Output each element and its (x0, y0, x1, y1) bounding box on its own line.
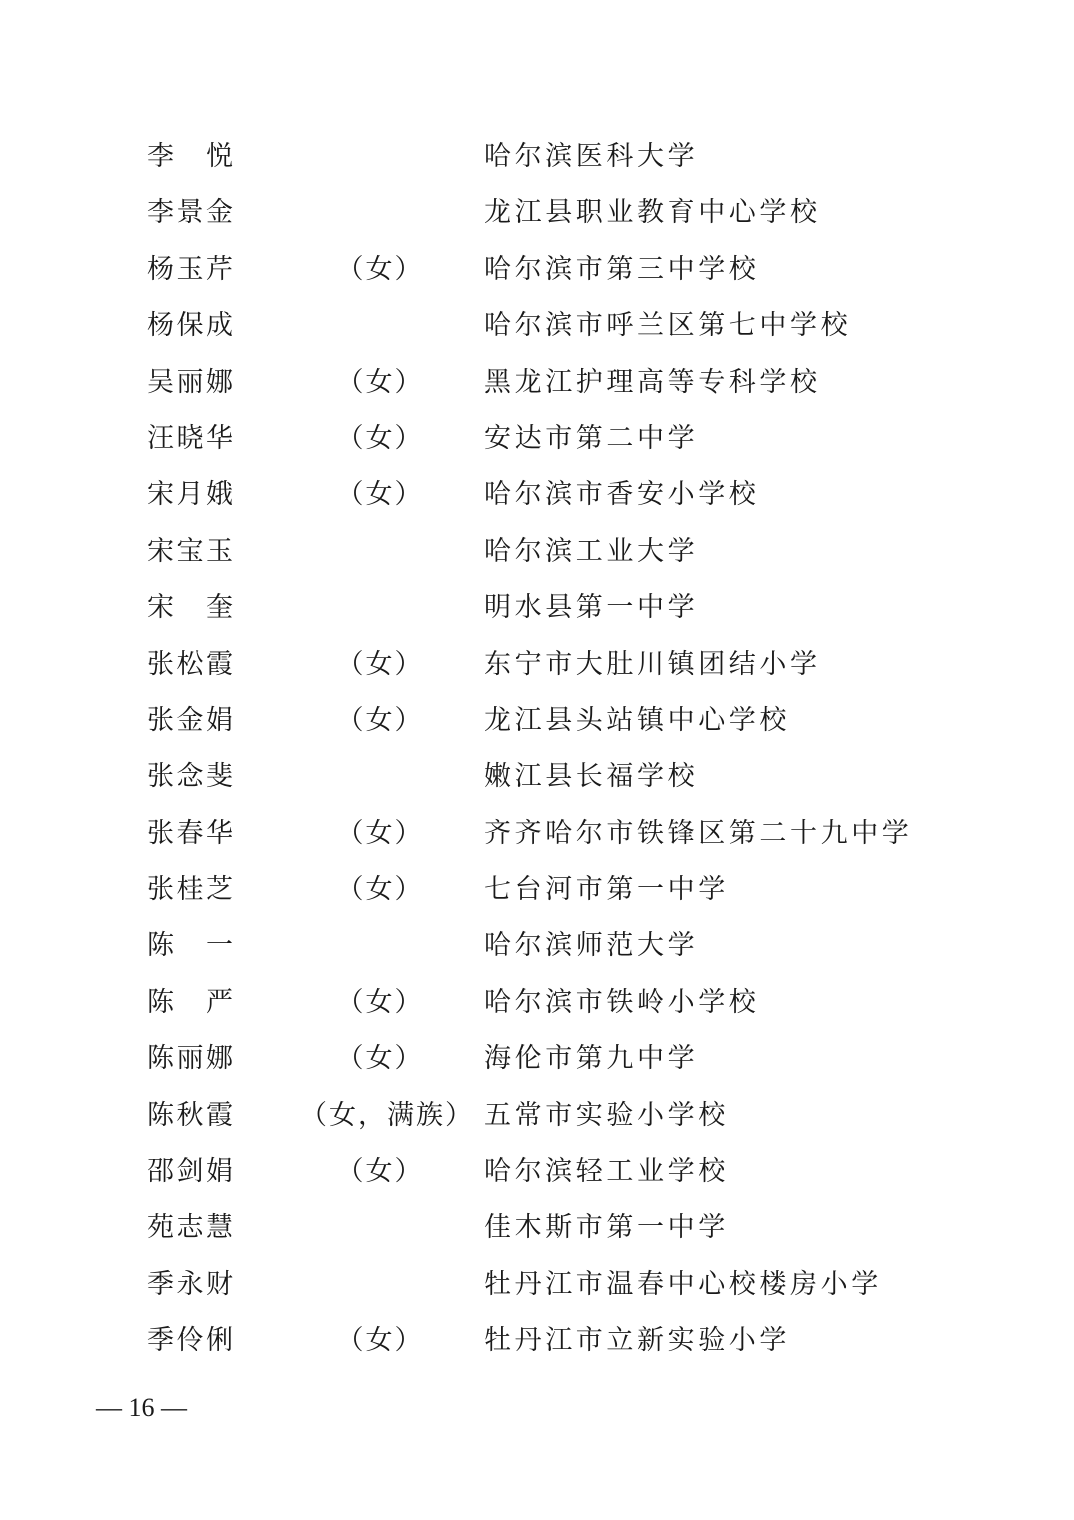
work-unit: 七台河市第一中学 (484, 874, 729, 906)
name-char: 娥 (206, 479, 233, 511)
name-char: 张 (147, 817, 174, 849)
list-item (0, 580, 1074, 636)
person-name (147, 195, 233, 231)
name-char: 金 (176, 704, 204, 736)
name-char: 陈 (147, 1099, 174, 1131)
person-note: （女） (336, 1325, 424, 1357)
person-name (147, 985, 233, 1021)
name-char: 邵 (147, 1156, 174, 1188)
list-item (0, 918, 1074, 974)
name-char: 季 (147, 1268, 174, 1300)
work-unit: 哈尔滨市铁岭小学校 (484, 986, 760, 1018)
list-item (0, 693, 1074, 749)
list-item (0, 298, 1074, 354)
name-char: 月 (176, 479, 204, 511)
list-item (0, 975, 1074, 1031)
name-char: 苑 (147, 1212, 174, 1244)
name-char: 永 (176, 1268, 204, 1300)
name-char: 志 (176, 1212, 204, 1244)
name-char: 桂 (176, 874, 204, 906)
person-name (147, 1210, 233, 1246)
name-char: 陈 (147, 930, 174, 962)
name-char: 财 (206, 1268, 233, 1300)
name-char: 晓 (176, 422, 204, 454)
work-unit: 明水县第一中学 (484, 592, 699, 624)
name-char: 杨 (147, 310, 174, 342)
name-char: 松 (176, 648, 204, 680)
name-char: 陈 (147, 1043, 174, 1075)
person-name (147, 252, 233, 288)
work-unit: 龙江县头站镇中心学校 (484, 704, 790, 736)
name-char: 李 (147, 197, 174, 229)
list-item (0, 806, 1074, 862)
page-number: — 16 — (96, 1393, 187, 1422)
name-char: 奎 (206, 592, 233, 624)
person-note: （女） (336, 422, 424, 454)
person-name (147, 1323, 233, 1359)
list-item (0, 1257, 1074, 1313)
work-unit: 哈尔滨市呼兰区第七中学校 (484, 310, 852, 342)
name-char: 霞 (206, 1099, 233, 1131)
work-unit: 牡丹江市立新实验小学 (484, 1325, 790, 1357)
list-item (0, 185, 1074, 241)
name-char: 陈 (147, 986, 174, 1018)
person-name (147, 590, 233, 626)
honoree-list (0, 129, 1074, 1370)
person-name (147, 534, 233, 570)
list-item (0, 1088, 1074, 1144)
work-unit: 五常市实验小学校 (484, 1099, 729, 1131)
name-char: 丽 (176, 1043, 204, 1075)
name-char: 景 (176, 197, 204, 229)
work-unit: 佳木斯市第一中学 (484, 1212, 729, 1244)
name-char: 秋 (176, 1099, 204, 1131)
person-name (147, 703, 233, 739)
name-char: 张 (147, 761, 174, 793)
name-char: 华 (206, 422, 233, 454)
name-char: 丽 (176, 366, 204, 398)
name-char: 成 (206, 310, 233, 342)
name-char: 娟 (206, 1156, 233, 1188)
person-note: （女） (336, 479, 424, 511)
person-note: （女） (336, 704, 424, 736)
work-unit: 海伦市第九中学 (484, 1043, 699, 1075)
list-item (0, 749, 1074, 805)
person-note: （女） (336, 1043, 424, 1075)
name-char: 娟 (206, 704, 233, 736)
name-char: 玉 (176, 253, 204, 285)
name-char: 芝 (206, 874, 233, 906)
name-char: 杨 (147, 253, 174, 285)
list-item (0, 355, 1074, 411)
name-char: 娜 (206, 1043, 233, 1075)
person-name (147, 759, 233, 795)
name-char: 娜 (206, 366, 233, 398)
work-unit: 哈尔滨市香安小学校 (484, 479, 760, 511)
person-name (147, 365, 233, 401)
name-char: 剑 (176, 1156, 204, 1188)
person-name (147, 928, 233, 964)
name-char: 严 (206, 986, 233, 1018)
list-item (0, 411, 1074, 467)
person-note: （女） (336, 253, 424, 285)
name-char: 金 (206, 197, 233, 229)
name-char: 伶 (176, 1325, 204, 1357)
list-item (0, 524, 1074, 580)
name-char: 张 (147, 874, 174, 906)
person-note: （女） (336, 648, 424, 680)
person-name (147, 477, 233, 513)
work-unit: 黑龙江护理高等专科学校 (484, 366, 821, 398)
work-unit: 哈尔滨市第三中学校 (484, 253, 760, 285)
list-item (0, 1144, 1074, 1200)
person-name (147, 816, 233, 852)
name-char: 玉 (206, 535, 233, 567)
person-note: （女） (336, 1156, 424, 1188)
person-name (147, 1041, 233, 1077)
person-name (147, 308, 233, 344)
work-unit: 哈尔滨师范大学 (484, 930, 699, 962)
name-char: 念 (176, 761, 204, 793)
name-char: 慧 (206, 1212, 233, 1244)
name-char: 悦 (206, 141, 233, 172)
work-unit: 牡丹江市温春中心校楼房小学 (484, 1268, 882, 1300)
work-unit: 哈尔滨工业大学 (484, 535, 699, 567)
list-item (0, 242, 1074, 298)
name-char: 汪 (147, 422, 174, 454)
person-note: （女） (336, 817, 424, 849)
name-char: 宝 (176, 535, 204, 567)
work-unit: 安达市第二中学 (484, 422, 699, 454)
name-char: 芹 (206, 253, 233, 285)
person-name (147, 647, 233, 683)
person-name (147, 139, 233, 175)
person-note: （女，满族） (300, 1099, 474, 1131)
person-name (147, 1267, 233, 1303)
work-unit: 哈尔滨轻工业学校 (484, 1156, 729, 1188)
work-unit: 齐齐哈尔市铁锋区第二十九中学 (484, 817, 913, 849)
name-char: 宋 (147, 535, 174, 567)
person-note: （女） (336, 874, 424, 906)
name-char: 宋 (147, 592, 174, 624)
list-item (0, 1031, 1074, 1087)
person-name (147, 1154, 233, 1190)
list-item (0, 1200, 1074, 1256)
name-char: 斐 (206, 761, 233, 793)
work-unit: 龙江县职业教育中心学校 (484, 197, 821, 229)
work-unit: 嫩江县长福学校 (484, 761, 699, 793)
person-name (147, 1098, 233, 1134)
list-item (0, 637, 1074, 693)
list-item (0, 862, 1074, 918)
name-char: 张 (147, 704, 174, 736)
name-char: 张 (147, 648, 174, 680)
name-char: 季 (147, 1325, 174, 1357)
person-name (147, 872, 233, 908)
name-char: 保 (176, 310, 204, 342)
person-note: （女） (336, 366, 424, 398)
name-char: 霞 (206, 648, 233, 680)
name-char: 一 (206, 930, 233, 962)
name-char: 宋 (147, 479, 174, 511)
name-char: 华 (206, 817, 233, 849)
person-name (147, 421, 233, 457)
work-unit: 东宁市大肚川镇团结小学 (484, 648, 821, 680)
list-item (0, 129, 1074, 185)
name-char: 俐 (206, 1325, 233, 1357)
work-unit: 哈尔滨医科大学 (484, 141, 699, 172)
name-char: 春 (176, 817, 204, 849)
list-item (0, 467, 1074, 523)
person-note: （女） (336, 986, 424, 1018)
list-item (0, 1313, 1074, 1369)
name-char: 李 (147, 141, 174, 172)
name-char: 吴 (147, 366, 174, 398)
